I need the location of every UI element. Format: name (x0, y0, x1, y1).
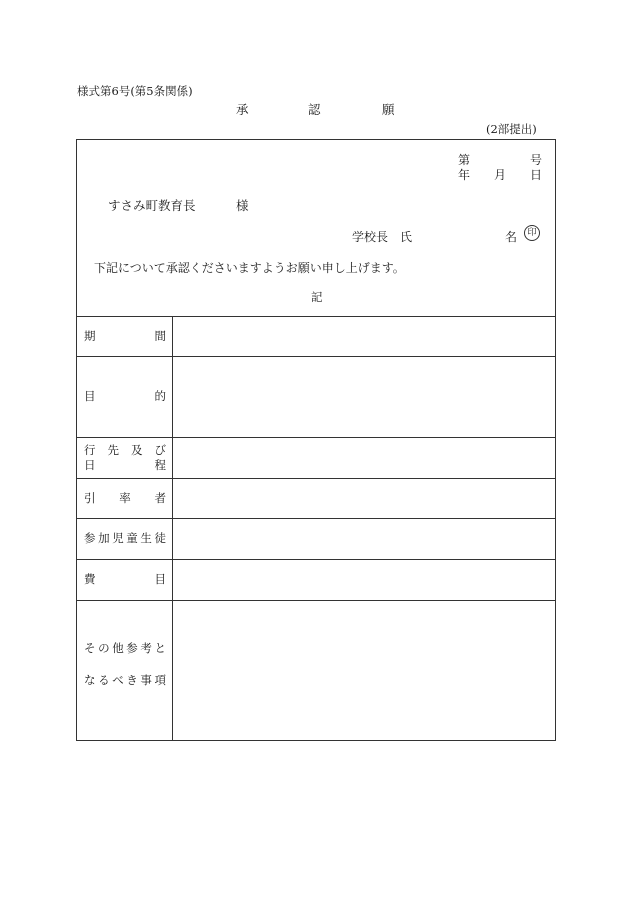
label-purpose: 目 的 (84, 389, 166, 403)
row-divider (77, 478, 555, 479)
application-form-frame (76, 139, 556, 741)
row-divider (77, 356, 555, 357)
row-divider (77, 518, 555, 519)
label-destination-line2: 日 程 (84, 458, 166, 472)
row-divider (77, 600, 555, 601)
label-other-line1: そ の 他 参 考 と (84, 641, 166, 655)
date-day: 日 (530, 168, 543, 182)
label-period: 期 間 (84, 329, 166, 343)
doc-number-prefix: 第 (458, 153, 471, 167)
doc-number-suffix: 号 (530, 153, 543, 167)
label-chaperone: 引 率 者 (84, 491, 166, 505)
row-divider (77, 316, 555, 317)
document-title (236, 104, 406, 118)
title-char-2: 認 (308, 102, 321, 117)
date-month: 月 (494, 168, 507, 182)
sender-title: 学校長 氏 (352, 230, 413, 244)
label-participants: 参 加 児 童 生 徒 (84, 531, 166, 545)
label-expenses: 費 目 (84, 572, 166, 586)
date-year: 年 (458, 168, 471, 182)
row-divider (77, 437, 555, 438)
label-destination-line1: 行 先 及 び (84, 443, 166, 457)
row-divider (77, 559, 555, 560)
addressee-name: すさみ町教育長 (108, 198, 196, 213)
title-char-3: 願 (382, 102, 395, 117)
sender-name-label: 名 (505, 230, 518, 244)
form-number: 様式第6号(第5条関係) (77, 84, 193, 98)
copies-note: (2部提出) (486, 122, 537, 136)
label-other-line2: な る べ き 事 項 (84, 673, 166, 687)
ki-heading: 記 (311, 290, 323, 304)
seal-mark-icon: 印 (524, 225, 540, 241)
label-column-divider (172, 316, 173, 740)
addressee-honorific: 様 (236, 198, 249, 213)
title-char-1: 承 (236, 102, 249, 117)
request-text: 下記について承認くださいますようお願い申し上げます。 (94, 261, 405, 275)
